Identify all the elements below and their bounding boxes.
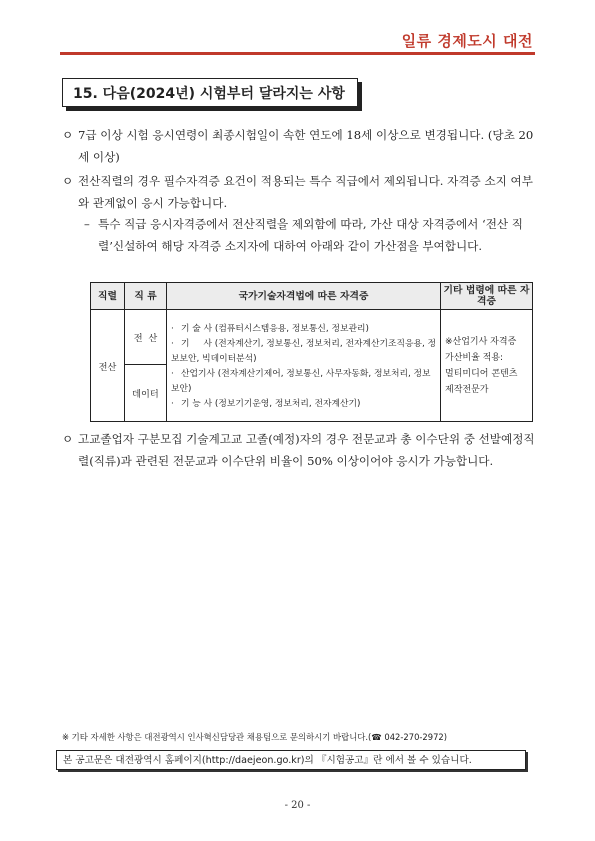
cert-item: · 기 능 사 (정보기기운영, 정보처리, 전자계산기): [171, 398, 361, 409]
other-cert-line: ※산업기사 자격증: [445, 336, 517, 347]
class-cell: 전 산: [125, 310, 167, 365]
bullet: ㅇ: [62, 174, 74, 188]
header-other-cert: 기타 법령에 따른 자격증: [441, 283, 533, 310]
cert-detail: (전자계산기, 정보통신, 정보처리, 전자계산기조직응용, 정보보안, 빅데이터분석): [171, 338, 437, 364]
cert-grade: 기 능 사: [181, 398, 213, 409]
cert-item: · 기 사 (전자계산기, 정보통신, 정보처리, 전자계산기조직응용, 정보보안, 빅데이터분석): [171, 338, 437, 364]
contact-footnote: ※ 기타 자세한 사항은 대전광역시 인사혁신담당관 채용팀으로 문의하시기 바랍니다.(☎ 042-270-2972): [62, 732, 448, 742]
class-cell: 데이터: [125, 365, 167, 422]
cert-grade: 산업기사: [181, 368, 215, 379]
certificate-table: [90, 282, 533, 422]
cert-grade: 기 사: [181, 338, 212, 349]
bullet: ㅇ: [62, 128, 74, 142]
section-title: 15. 다음(2024년) 시험부터 달라지는 사항: [62, 78, 358, 107]
list-item-text: 전산직렬의 경우 필수자격증 요건이 적용되는 특수 직급에서 제외됩니다. 자격증 소지 여부와 관계없이 응시 가능합니다.: [78, 174, 533, 210]
other-cert-line: 가산비율 적용:: [445, 352, 504, 363]
cert-detail: (정보기기운영, 정보처리, 전자계산기): [214, 398, 361, 409]
cert-grade: 기 술 사: [181, 323, 213, 334]
bullet: ㅇ: [62, 432, 74, 446]
brand-title: 일류 경제도시 대전: [401, 32, 533, 50]
website-notice: 본 공고문은 대전광역시 홈페이지(http://daejeon.go.kr)의 『시험공고』란 에서 볼 수 있습니다.: [56, 750, 526, 770]
list-item: [62, 170, 542, 214]
other-cert-cell: [441, 310, 533, 422]
cert-item: · 산업기사 (전자계산기제어, 정보통신, 사무자동화, 정보처리, 정보보안): [171, 368, 431, 394]
other-cert-line: 제작전문가: [445, 384, 489, 395]
dash-bullet: –: [84, 217, 90, 231]
header-series: 직렬: [91, 283, 125, 310]
table-row: [91, 310, 533, 365]
list-item-text: 고교졸업자 구분모집 기술계고교 고졸(예정)자의 경우 전문교과 총 이수단위 중 선발예정직렬(직류)과 관련된 전문교과 이수단위 비율이 50% 이상이어야 응시가 가능합니다.: [78, 432, 535, 468]
series-cell: 전산: [91, 310, 125, 422]
cert-item: · 기 술 사 (컴퓨터시스템응용, 정보통신, 정보관리): [171, 323, 369, 334]
header-national-cert: 국가기술자격법에 따른 자격증: [167, 283, 441, 310]
cert-detail: (컴퓨터시스템응용, 정보통신, 정보관리): [214, 323, 369, 334]
page-number: - 20 -: [284, 800, 311, 811]
cert-list-cell: [167, 310, 441, 422]
cert-detail: (전자계산기제어, 정보통신, 사무자동화, 정보처리, 정보보안): [171, 368, 431, 394]
table-header-row: [91, 283, 533, 310]
list-item-text: 7급 이상 시험 응시연령이 최종시험일이 속한 연도에 18세 이상으로 변경됩니다. (당초 20세 이상): [78, 128, 534, 164]
list-item: [62, 124, 542, 168]
header-class: 직 류: [125, 283, 167, 310]
other-cert-line: 멀티미디어 콘텐츠: [445, 368, 518, 379]
list-item: [62, 428, 542, 472]
sub-list-item-text: 특수 직급 응시자격증에서 전산직렬을 제외함에 따라, 가산 대상 자격증에서 ‘전산 직렬’신설하여 해당 자격증 소지자에 대하여 아래와 같이 가산점을 부여합니다.: [98, 217, 524, 253]
sub-list-item: [84, 213, 542, 257]
header-divider: [60, 52, 535, 55]
